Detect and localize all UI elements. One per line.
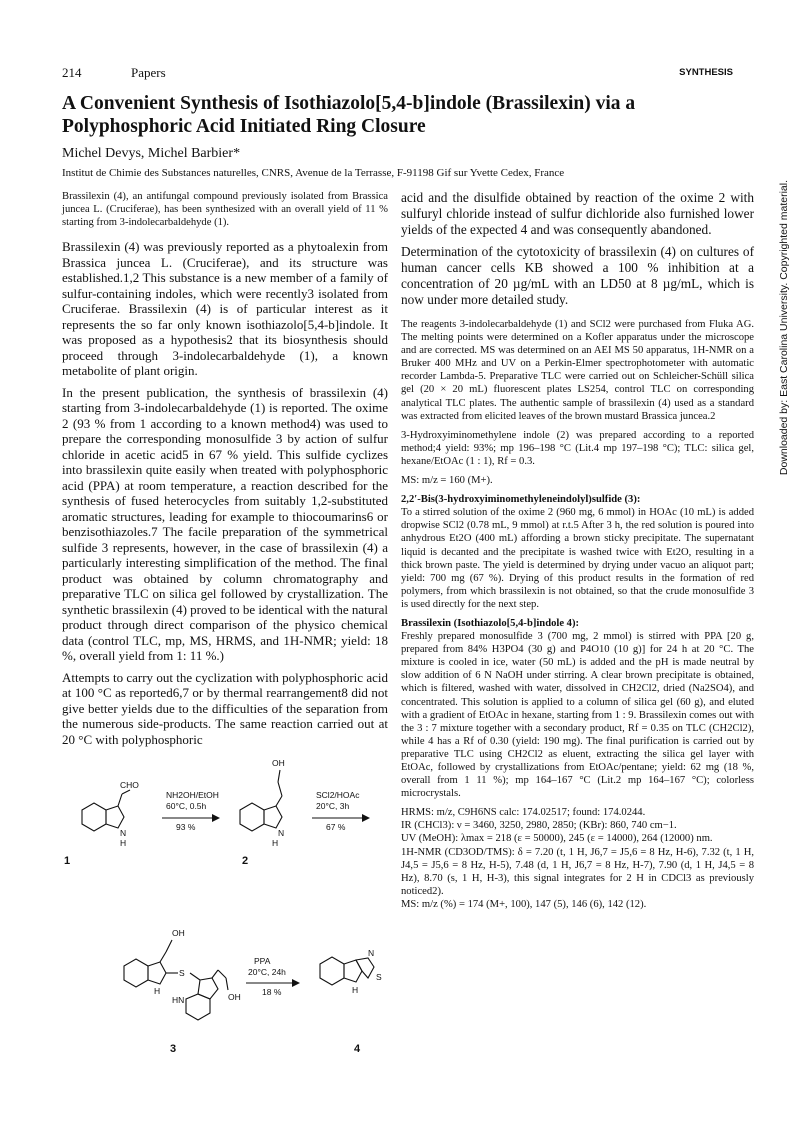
atom-n-1: N [120, 828, 127, 838]
compound-1-structure [82, 790, 130, 831]
uv-line: UV (MeOH): λmax = 218 (ε = 50000), 245 (ε = 14000), 264 (12000) nm. [401, 833, 713, 845]
journal-name: SYNTHESIS [679, 67, 733, 78]
abstract: Brassilexin (4), an antifungal compound previously isolated from Brassica juncea L. (Cruciferae), has been synthesized with an overall yield of 11 % starting from 3-indolecarbaldehyde (1). [62, 191, 388, 229]
page-number: 214 [62, 65, 82, 80]
compound-label-1: 1 [64, 855, 71, 867]
reagent-1-yield: 93 % [176, 822, 196, 832]
atom-s-3: S [179, 968, 185, 978]
paragraph-synthesis: In the present publication, the synthesis of brassilexin (4) starting from 3-indolecarbaldehyde (1) is reported. The oxime 2 (93 % from 1 according to a known method4) was used to prepare the corresponding monosulfide 3 by action of sulfur chloride in acetic acid5 in 67 % yield. This sulfide cyclizes into brassilexin quite easily when treated with polyphosphoric acid (PPA) at room temperature, a reaction described for the synthesis of fused heterocycles from suitably 1,2-substituted aromatic structures, leading for example to thiocoumarins6 or benzisothiazoles.7 The facile preparation of the symmetrical sulfide 3 represents, however, in the case of brassilexin (4) a particularly interesting simplification of the method. The final product was obtained by column chromatography and preparative TLC on silica gel followed by crystallization. The synthetic brassilexin (4) proved to be identical with the natural product through direct comparison of the physico chemical data (control TLC, mp, MS, HRMS, and 1H-NMR; yield: 18 %, overall yield from 1: 11 %.) [62, 384, 388, 664]
ms-line: MS: m/z (%) = 174 (M+, 100), 147 (5), 146 (6), 142 (12). [401, 898, 647, 910]
compound4-procedure: Freshly prepared monosulfide 3 (700 mg, 2 mmol) is stirred with PPA [20 g, prepared from 84% H3PO4 (30 g) and P4O10 (10 g)] for 24 h at 20 °C. The mixture is cooled in ice, water (50 mL) is added and the pH is made neutral by slow addition of 6 N NaOH under stirring. A clear brown precipitate is obtained, which is filtered, washed with water, dissolved in CH2Cl2, dried (Na2SO4), and concentrated. This solution is applied to a column of silica gel (60 g), and eluted with a gradient of EtOAc in hexane, starting from 1 : 9. Brassilexin comes out with the 3 : 7 mixture together with a secondary product, Rf = 0.35 on TLC (CH2Cl2), while 4 has a Rf of 0.30 (yield: 190 mg). The final purification is carried out by preparative TLC using CH2Cl2 as eluent, extracting the silica gel layer with EtOAc, followed by crystallizations from EtOAc/pentane; yield: 62 mg (18 %, overall from 1 11 %); mp 164–167 °C (Lit.2 mp 164–167 °C); colorless microcrystals. [401, 631, 754, 800]
reagent-1-line-1: NH2OH/EtOH [166, 790, 219, 800]
article-title: A Convenient Synthesis of Isothiazolo[5,4-b]indole (Brassilexin) via a Polyphosphoric Acid Initiated Ring Closure [62, 93, 636, 137]
atom-oh-3b: OH [228, 992, 241, 1002]
download-notice-text: Downloaded by: East Carolina University. Copyrighted material. [778, 180, 790, 476]
compound-4-structure [320, 957, 374, 985]
compound2-prep: 3-Hydroxyiminomethylene indole (2) was prepared according to a reported method;4 yield: 93%; mp 196–198 °C (Lit.4 mp 197–198 °C); TLC: silica gel, hexane/EtOAc (1 : 1), Rf = 0.3. [401, 429, 754, 467]
atom-n-2: N [278, 828, 285, 838]
paragraph-attempts: Attempts to carry out the cyclization with polyphosphoric acid at 100 °C as reported6,7 or by thermal rearrangement8 did not give better yields due to the difficulties of the separation from the numerous side-products. The same reaction carried out at 20 °C with polyphosphoric [62, 669, 388, 747]
right-column [401, 190, 754, 911]
authors: Michel Devys, Michel Barbier* [62, 146, 241, 161]
atom-oh-2: OH [272, 758, 285, 768]
body-text-left [62, 239, 388, 747]
atom-h-4: H [352, 985, 359, 995]
atom-h-3: H [154, 986, 161, 996]
body-text-right [401, 190, 754, 308]
compound-label-2: 2 [242, 855, 249, 867]
paragraph-disulfide: acid and the disulfide obtained by reaction of the oxime 2 with sulfuryl chloride instead of sulfur dichloride also furnished lower yields of the expected 4 and was consequently abandoned. [401, 190, 754, 237]
experimental-general: The reagents 3-indolecarbaldehyde (1) and SCl2 were purchased from Fluka AG. The melting points were determined on a Kofler apparatus under the microscope and are corrected. MS was determined on an AEI MS 50 apparatus, 1H-NMR on a Bruker 400 MHz and UV on a Perkin-Elmer spectrophotometer with automatic recorder Lambda-5. Preparative TLC were carried out on Schleicher-Schüll silica gel (20 × 20 mL) fluorescent plates LS254, control TLC on corresponding analytical TLC plates. The authentic sample of brassilexin (4) used as a standard was extracted from elicited leaves of the brown mustard Brassica juncea.2 [401, 319, 754, 422]
reagent-3-line-2: 20°C, 24h [248, 967, 286, 977]
atom-hn-3: HN [172, 995, 185, 1005]
atom-h-1: H [120, 838, 127, 848]
compound4-heading: Brassilexin (Isothiazolo[5,4-b]indole 4): [401, 617, 580, 629]
hrms-line: HRMS: m/z, C9H6NS calc: 174.02517; found: 174.0244. [401, 807, 646, 819]
atom-s-4: S [376, 972, 382, 982]
reagent-2-yield: 67 % [326, 822, 346, 832]
compound3-procedure: To a stirred solution of the oxime 2 (960 mg, 6 mmol) in HOAc (10 mL) is added dropwise SCl2 (0.78 mL, 9 mmol) at r.t.5 After 3 h, the red solution is poured into anhydrous Et2O (400 mL) affording a brown sticky precipitate. The supernatant liquid is decanted and the precipitate is washed twice with Et2O, resulting in a thick brown paste. The yield is determined by drying under vacuo an aliquot part; yield: 700 mg (67 %). Drying of this product results in the formation of red polymers, from which brassilexin is not obtained, so that the crude monosulfide 3 is used directly for the next step. [401, 507, 754, 610]
compound-2-structure [240, 770, 282, 831]
compound3-heading: 2,2′-Bis(3-hydroxyiminomethyleneindolyl)sulfide (3): [401, 494, 641, 506]
download-notice [778, 180, 792, 680]
paragraph-intro: Brassilexin (4) was previously reported as a phytoalexin from Brassica juncea L. (Cruciferae), and its structure was established.1,2 This substance is a new member of a family of sulfur-containing indoles, which were recently3 isolated from Cruciferae. Brassilexin (4) is of particular interest as it represents the so far only known isothiazolo[5,4-b]indole. It was proposed as a hypothesis2 that its biosynthesis should proceed through 3-indolecarbaldehyde (1), a known metabolite of plant origin. [62, 239, 388, 379]
reagent-3-line-1: PPA [254, 956, 271, 966]
compound-label-4: 4 [354, 1043, 361, 1055]
affiliation: Institut de Chimie des Substances naturelles, CNRS, Avenue de la Terrasse, F-91198 Gif sur Yvette Cedex, France [62, 167, 565, 179]
atom-n-4: N [368, 948, 375, 958]
paragraph-cytotoxicity: Determination of the cytotoxicity of brassilexin (4) on cultures of human cancer cells KB showed a 100 % inhibition at a concentration of 20 µg/mL with an LD50 at 8 µg/mL, which is now under more detailed study. [401, 244, 754, 307]
experimental-section [401, 318, 754, 911]
reagent-2-line-1: SCl2/HOAc [316, 790, 360, 800]
arrowhead-3 [292, 979, 300, 987]
atom-cho-1: CHO [120, 780, 139, 790]
ir-line: IR (CHCl3): ν = 3460, 3250, 2980, 2850; (KBr): 860, 740 cm−1. [401, 820, 677, 832]
compound-label-3: 3 [170, 1043, 177, 1055]
reagent-2-line-2: 20°C, 3h [316, 801, 350, 811]
arrowhead-1 [212, 814, 220, 822]
reagent-1-line-2: 60°C, 0.5h [166, 801, 207, 811]
left-column [62, 190, 388, 753]
nmr-line: 1H-NMR (CD3OD/TMS): δ = 7.20 (t, 1 H, J6,7 = J5,6 = 8 Hz, H-6), 7.32 (t, 1 H, J4,5 = J5,6 = 8 Hz, H-5), 7.48 (d, 1 H, J6,7 = 8 Hz, H-7), 7.90 (d, 1 H, J4,5 = 8 Hz), 8.70 (s, 1 H, H-3), this signal integrates for 2 H in CDCl3 as previously noticed2). [401, 846, 754, 897]
compound2-ms: MS: m/z = 160 (M+). [401, 475, 493, 487]
atom-oh-3a: OH [172, 928, 185, 938]
reagent-3-yield: 18 % [262, 987, 282, 997]
atom-h-2: H [272, 838, 279, 848]
arrowhead-2 [362, 814, 370, 822]
compound-3-structure [124, 940, 228, 1020]
reaction-scheme [62, 758, 392, 1088]
section-label: Papers [131, 65, 166, 80]
